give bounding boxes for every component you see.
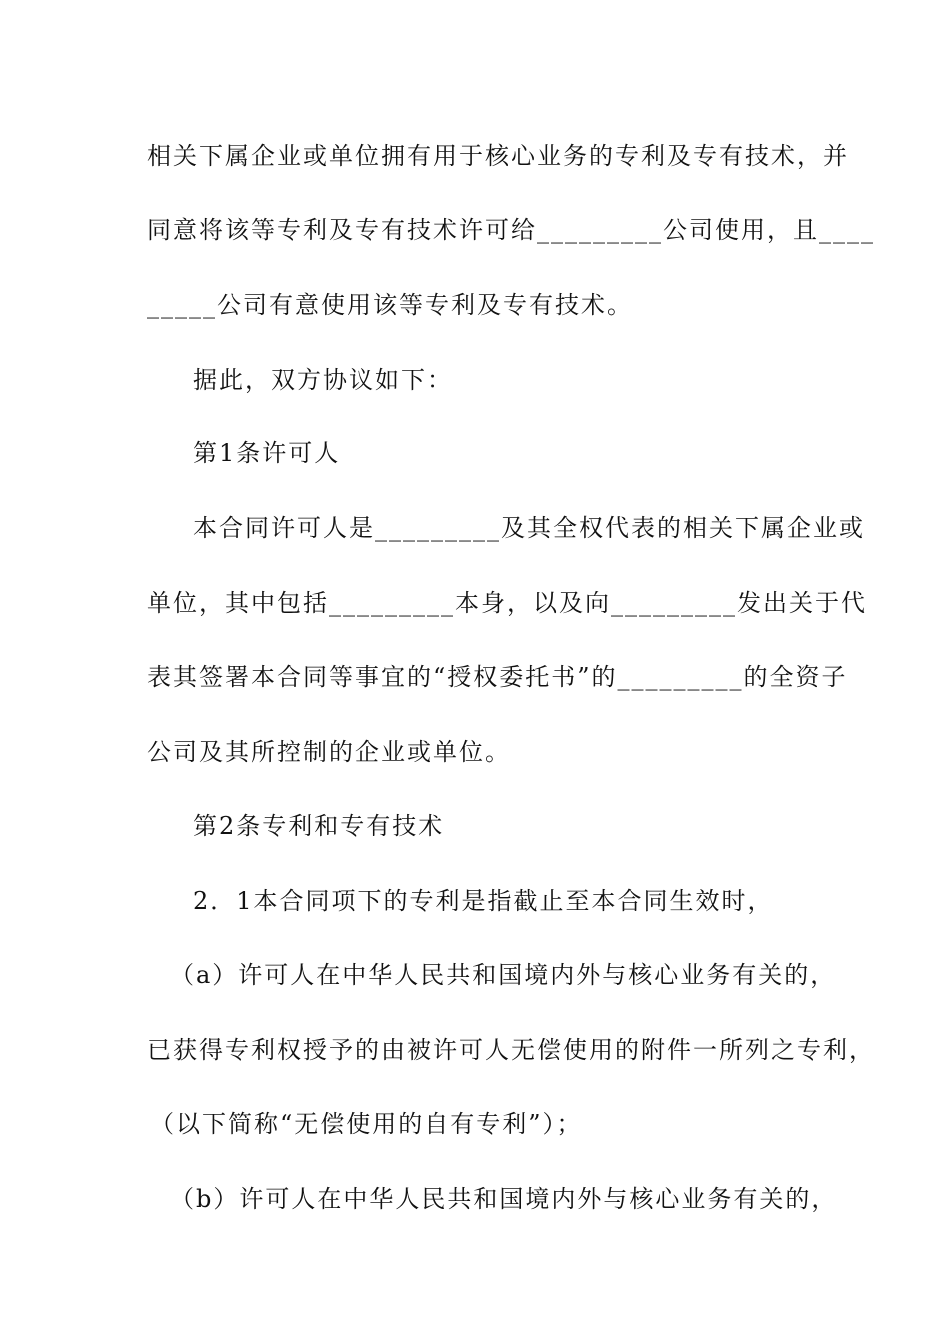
section-heading: 第2条专利和专有技术 — [193, 812, 445, 840]
text-line: _____公司有意使用该等专利及专有技术。 — [147, 291, 633, 319]
section-heading: 第1条许可人 — [193, 439, 341, 467]
text-line: 公司及其所控制的企业或单位。 — [147, 738, 511, 766]
text-line: （b）许可人在中华人民共和国境内外与核心业务有关的， — [170, 1185, 838, 1213]
text-line: （以下简称“无偿使用的自有专利”）； — [150, 1110, 583, 1138]
text-line: 同意将该等专利及专有技术许可给_________公司使用，且____ — [147, 216, 875, 244]
text-line: 单位，其中包括_________本身，以及向_________发出关于代 — [147, 589, 867, 617]
text-line: 2．1本合同项下的专利是指截止至本合同生效时， — [193, 887, 774, 915]
text-line: 据此，双方协议如下： — [193, 366, 453, 394]
text-line: 表其签署本合同等事宜的“授权委托书”的_________的全资子 — [147, 663, 848, 691]
text-line: 本合同许可人是_________及其全权代表的相关下属企业或 — [193, 514, 865, 542]
text-line: 已获得专利权授予的由被许可人无偿使用的附件一所列之专利， — [147, 1036, 875, 1064]
text-line: （a）许可人在中华人民共和国境内外与核心业务有关的， — [170, 961, 837, 989]
text-line: 相关下属企业或单位拥有用于核心业务的专利及专有技术，并 — [147, 142, 849, 170]
